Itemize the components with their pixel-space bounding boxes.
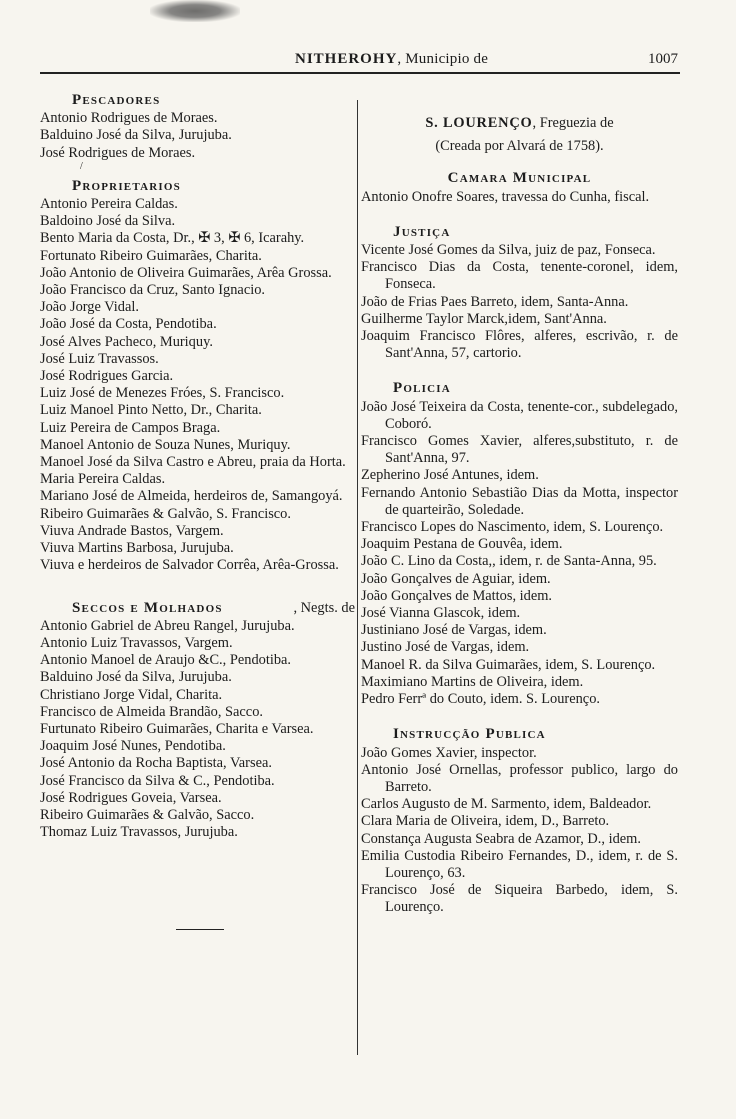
list-item: João Antonio de Oliveira Guimarães, Arêa Grossa. xyxy=(40,264,332,281)
list-item: Antonio Gabriel de Abreu Rangel, Jurujuba. xyxy=(40,617,295,634)
list-item: Fernando Antonio Sebastião Dias da Motta, inspector de quarteirão, Soledade. xyxy=(361,484,678,518)
list-item: Ribeiro Guimarães & Galvão, S. Francisco. xyxy=(40,505,291,522)
list-item: João Gonçalves de Mattos, idem. xyxy=(361,587,553,604)
list-item: João Gonçalves de Aguiar, idem. xyxy=(361,570,551,587)
right-column xyxy=(361,115,678,917)
list-item: Viuva e herdeiros de Salvador Corrêa, Arêa-Grossa. xyxy=(40,557,339,574)
list-item: José Alves Pacheco, Muriquy. xyxy=(40,333,213,350)
list-item: Joaquim Pestana de Gouvêa, idem. xyxy=(361,536,563,553)
list-item: Justiniano José de Vargas, idem. xyxy=(361,622,547,639)
list-item: Fortunato Ribeiro Guimarães, Charita. xyxy=(40,247,262,264)
list-item: José Vianna Glascok, idem. xyxy=(361,605,521,622)
list-item: Thomaz Luiz Travassos, Jurujuba. xyxy=(40,824,238,841)
list-item: Guilherme Taylor Marck,idem, Sant'Anna. xyxy=(361,310,607,327)
page-number: 1007 xyxy=(648,51,678,67)
list-item: Joaquim Francisco Flôres, alferes, escrivão, r. de Sant'Anna, 57, cartorio. xyxy=(361,328,678,362)
section-title-policia: Policia xyxy=(393,380,451,397)
list-item: Viuva Martins Barbosa, Jurujuba. xyxy=(40,540,234,557)
camara-list xyxy=(361,189,678,206)
section-title-proprietarios: Proprietarios xyxy=(72,177,181,194)
list-item: Francisco Gomes Xavier, alferes,substituto, r. de Sant'Anna, 97. xyxy=(361,433,678,467)
list-item: José Rodrigues de Moraes. xyxy=(40,144,196,161)
list-item: José Francisco da Silva & C., Pendotiba. xyxy=(40,772,275,789)
list-item: Constança Augusta Seabra de Azamor, D., idem. xyxy=(361,830,641,847)
list-item: Clara Maria de Oliveira, idem, D., Barreto. xyxy=(361,813,610,830)
list-item: Joaquim José Nunes, Pendotiba. xyxy=(40,738,226,755)
list-item: José Luiz Travassos. xyxy=(40,350,159,367)
policia-list xyxy=(361,399,678,709)
list-item: José Rodrigues Garcia. xyxy=(40,368,174,385)
print-smudge xyxy=(150,0,240,22)
list-item: Maria Pereira Caldas. xyxy=(40,471,166,488)
list-item: Viuva Andrade Bastos, Vargem. xyxy=(40,522,224,539)
justica-list xyxy=(361,242,678,362)
list-item: Francisco de Almeida Brandão, Sacco. xyxy=(40,703,263,720)
list-item: Emilia Custodia Ribeiro Fernandes, D., idem, r. de S. Lourenço, 63. xyxy=(361,847,678,881)
list-item: João Gomes Xavier, inspector. xyxy=(361,744,537,761)
list-item: Baldoino José da Silva. xyxy=(40,213,176,230)
list-item: Balduino José da Silva, Jurujuba. xyxy=(40,127,232,144)
pescadores-list xyxy=(40,110,355,162)
page-title: NITHEROHY, Municipio de xyxy=(295,51,489,67)
section-title-justica: Justiça xyxy=(393,223,451,240)
freguezia-heading: S. LOURENÇO, Freguezia de xyxy=(425,115,614,131)
section-title-instruccao: Instrucção Publica xyxy=(393,726,546,743)
list-item: José Rodrigues Goveia, Varsea. xyxy=(40,789,222,806)
closing-rule xyxy=(176,929,224,930)
list-item: Francisco Dias da Costa, tenente-coronel, idem, Fonseca. xyxy=(361,259,678,293)
list-item: Luiz José de Menezes Fróes, S. Francisco. xyxy=(40,385,285,402)
list-item: Furtunato Ribeiro Guimarães, Charita e Varsea. xyxy=(40,720,314,737)
seccos-list xyxy=(40,618,355,842)
stray-mark: / xyxy=(80,160,83,172)
list-item: Luiz Manoel Pinto Netto, Dr., Charita. xyxy=(40,402,262,419)
list-item: João José Teixeira da Costa, tenente-cor., subdelegado, Coboró. xyxy=(361,398,678,432)
page-header xyxy=(40,48,680,74)
list-item: Manoel José da Silva Castro e Abreu, praia da Horta. xyxy=(40,454,346,471)
list-item: Luiz Pereira de Campos Braga. xyxy=(40,419,221,436)
section-title-pescadores: Pescadores xyxy=(72,92,161,108)
list-item: João Jorge Vidal. xyxy=(40,299,139,316)
column-divider xyxy=(357,100,358,1055)
section-title-seccos: Seccos e Molhados , Negts. de xyxy=(72,600,355,617)
list-item: João de Frias Paes Barreto, idem, Santa-Anna. xyxy=(361,293,629,310)
list-item: João José da Costa, Pendotiba. xyxy=(40,316,217,333)
instruccao-list xyxy=(361,745,678,917)
list-item: Antonio Manoel de Araujo &C., Pendotiba. xyxy=(40,652,292,669)
list-item: Antonio Rodrigues de Moraes. xyxy=(40,110,218,127)
list-item: Antonio Pereira Caldas. xyxy=(40,196,178,213)
section-title-camara: Camara Municipal xyxy=(447,170,592,187)
list-item: Bento Maria da Costa, Dr., ✠ 3, ✠ 6, Icarahy. xyxy=(40,230,305,247)
list-item: Christiano Jorge Vidal, Charita. xyxy=(40,686,223,703)
list-item: Maximiano Martins de Oliveira, idem. xyxy=(361,673,584,690)
list-item: Carlos Augusto de M. Sarmento, idem, Baldeador. xyxy=(361,796,652,813)
list-item: Manoel Antonio de Souza Nunes, Muriquy. xyxy=(40,436,291,453)
list-item: Zepherino José Antunes, idem. xyxy=(361,467,539,484)
list-item: Vicente José Gomes da Silva, juiz de paz, Fonseca. xyxy=(361,242,656,259)
list-item: Ribeiro Guimarães & Galvão, Sacco. xyxy=(40,806,255,823)
list-item: Mariano José de Almeida, herdeiros de, Samangoyá. xyxy=(40,488,343,505)
list-item: José Antonio da Rocha Baptista, Varsea. xyxy=(40,755,272,772)
list-item: Francisco José de Siqueira Barbedo, idem, S. Lourenço. xyxy=(361,882,678,916)
list-item: João C. Lino da Costa,, idem, r. de Santa-Anna, 95. xyxy=(361,553,657,570)
proprietarios-list xyxy=(40,196,355,574)
list-item: Pedro Ferrª do Couto, idem. S. Lourenço. xyxy=(361,691,600,708)
list-item: Antonio Onofre Soares, travessa do Cunha, fiscal. xyxy=(361,188,650,205)
list-item: Antonio Luiz Travassos, Vargem. xyxy=(40,634,233,651)
list-item: João Francisco da Cruz, Santo Ignacio. xyxy=(40,282,265,299)
freguezia-subtitle: (Creada por Alvará de 1758). xyxy=(435,138,604,155)
list-item: Francisco Lopes do Nascimento, idem, S. Lourenço. xyxy=(361,519,664,536)
list-item: Justino José de Vargas, idem. xyxy=(361,639,530,656)
list-item: Manoel R. da Silva Guimarães, idem, S. Lourenço. xyxy=(361,656,656,673)
left-column xyxy=(40,92,355,930)
list-item: Balduino José da Silva, Jurujuba. xyxy=(40,669,232,686)
list-item: Antonio José Ornellas, professor publico, largo do Barreto. xyxy=(361,761,678,795)
